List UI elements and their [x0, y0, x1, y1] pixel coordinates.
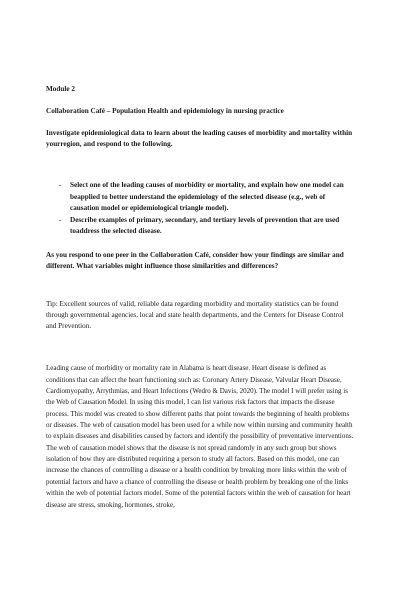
reflection-question: As you respond to one peer in the Collaboration Café, consider how your findings are similar and different. What variables might influence those similarities and differences?: [46, 250, 344, 270]
bullet: -: [59, 215, 62, 224]
task-text: Describe examples of primary, secondary, and tertiary levels of prevention that are used toaddress the selected disease.: [70, 215, 340, 235]
tip-paragraph: Tip: Excellent sources of valid, reliable data regarding morbidity and mortality statistics can be found through governmental agencies, local and state health departments, and the Centers for Disease Control and Prevention.: [46, 299, 344, 331]
response-paragraph: Leading cause of morbidity or mortality rate in Alabama is heart disease. Heart disease is defined as conditions that can affect the heart functioning such as: Coronary Artery Disease, Valvular Heart Disease, Cardiomyopathy, Arrythmias, and Heart Infections (Wedro & Davis, 2020). The model I will prefer using is the Web of Causation Model. In using this model, I can list various risk factors that impacts the disease process. This model was created to show different paths that point towards the beginning of health problems or diseases. The web of causation model has been used for a while now within nursing and community health to explain diseases and disabilities caused by factors and identify the possibility of preventative interventions. The web of causation model shows that the disease is not spread randomly in any such group but shows isolation of how they are distributed requiring a person to study all factors. Based on this model, one can increase the chances of controlling a disease or a health condition by breaking more links within the web of potential factors and have a chance of controlling the disease or health problem by breaking one of the links within the web of potential factors model. Some of the potential factors within the web of causation for heart disease are stress, smoking, hormones, stroke,: [46, 364, 354, 509]
bullet: -: [59, 181, 62, 189]
task-list: [46, 180, 354, 238]
intro-paragraph: Investigate epidemiological data to learn about the leading causes of morbidity and mortality within yourregion, and respond to the following.: [46, 129, 353, 148]
task-text: Select one of the leading causes of morbidity or mortality, and explain how one model can beapplied to better understand the epidemiology of the selected disease (e.g., web of causation model or epidemiological triangle model).: [70, 181, 344, 212]
list-item: [46, 180, 354, 215]
module-heading: Module 2: [46, 85, 75, 93]
list-item: [46, 215, 354, 238]
document-title: Collaboration Café – Population Health and epidemiology in nursing practice: [46, 107, 284, 115]
